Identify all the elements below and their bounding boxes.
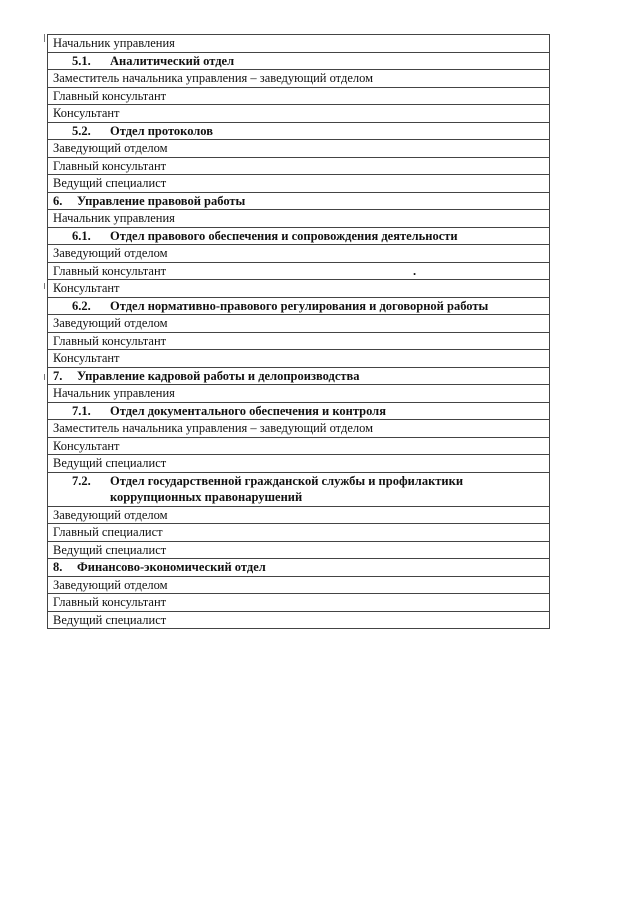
position-row	[48, 350, 549, 368]
position-label: Консультант	[53, 106, 120, 120]
position-label: Главный консультант	[53, 263, 167, 278]
scan-mark	[44, 34, 45, 42]
position-row	[48, 88, 549, 106]
scan-mark	[44, 374, 45, 380]
staff-table	[47, 34, 550, 629]
section-number: 5.1.	[72, 53, 91, 68]
position-row	[48, 594, 549, 612]
position-label: Заместитель начальника управления – заведующий отделом	[53, 71, 374, 85]
position-row	[48, 524, 549, 542]
position-label: Консультант	[53, 351, 120, 365]
section-number: 6.2.	[72, 298, 91, 313]
scan-mark	[44, 283, 45, 289]
section-title: Отдел документального обеспечения и контроля	[110, 403, 386, 418]
subsection-heading-row	[48, 473, 549, 507]
subsection-heading-row	[48, 298, 549, 316]
section-title: Управление правовой работы	[77, 193, 246, 208]
position-label: Главный консультант	[53, 595, 167, 609]
subsection-heading-row	[48, 123, 549, 141]
position-label: Ведущий специалист	[53, 542, 167, 557]
section-number: 5.2.	[72, 123, 91, 138]
position-row	[48, 438, 549, 456]
position-label: Заведующий отделом	[53, 577, 168, 592]
subsection-heading-row	[48, 403, 549, 421]
position-row	[48, 455, 549, 473]
position-label: Ведущий специалист	[53, 612, 167, 627]
section-title: Отдел государственной гражданской службы и профилактики коррупционных правонарушений	[110, 473, 464, 504]
position-row	[48, 158, 549, 176]
section-number: 6.	[53, 193, 63, 208]
position-label: Главный консультант	[53, 158, 167, 173]
position-row	[48, 420, 549, 438]
section-title: Аналитический отдел	[110, 53, 235, 68]
position-label: Начальник управления	[53, 211, 175, 225]
position-row	[48, 542, 549, 560]
position-label: Ведущий специалист	[53, 176, 167, 190]
position-row	[48, 105, 549, 123]
position-row	[48, 210, 549, 228]
position-label: Заведующий отделом	[53, 316, 168, 330]
position-label: Главный консультант	[53, 88, 167, 103]
position-row	[48, 507, 549, 525]
section-title: Финансово-экономический отдел	[77, 560, 266, 574]
position-label: Начальник управления	[53, 386, 175, 400]
position-label: Главный консультант	[53, 333, 167, 348]
position-row	[48, 280, 549, 298]
position-row	[48, 263, 549, 281]
section-heading-row	[48, 368, 549, 386]
section-heading-row	[48, 193, 549, 211]
section-number: 7.1.	[72, 403, 91, 418]
position-label: Консультант	[53, 438, 120, 453]
section-number: 7.2.	[72, 473, 91, 488]
position-label: Консультант	[53, 281, 120, 295]
position-row	[48, 315, 549, 333]
position-row	[48, 35, 549, 53]
section-title: Отдел протоколов	[110, 123, 213, 138]
subsection-heading-row	[48, 53, 549, 71]
subsection-heading-row	[48, 228, 549, 246]
section-heading-row	[48, 559, 549, 577]
scan-speck: .	[413, 263, 417, 278]
section-title: Управление кадровой работы и делопроизводства	[77, 368, 360, 383]
position-row	[48, 577, 549, 595]
position-label: Заместитель начальника управления – заведующий отделом	[53, 421, 374, 435]
position-row	[48, 612, 549, 630]
position-row	[48, 140, 549, 158]
position-row	[48, 385, 549, 403]
position-row	[48, 245, 549, 263]
section-title: Отдел нормативно-правового регулирования и договорной работы	[110, 298, 489, 313]
position-row	[48, 333, 549, 351]
section-number: 8.	[53, 560, 63, 574]
position-row	[48, 175, 549, 193]
section-title: Отдел правового обеспечения и сопровождения деятельности	[110, 228, 458, 243]
position-label: Начальник управления	[53, 36, 175, 50]
section-number: 7.	[53, 368, 63, 383]
section-number: 6.1.	[72, 228, 91, 243]
position-label: Заведующий отделом	[53, 141, 168, 155]
position-row	[48, 70, 549, 88]
position-label: Ведущий специалист	[53, 456, 167, 470]
position-label: Заведующий отделом	[53, 246, 168, 260]
position-label: Главный специалист	[53, 525, 163, 539]
position-label: Заведующий отделом	[53, 507, 168, 522]
